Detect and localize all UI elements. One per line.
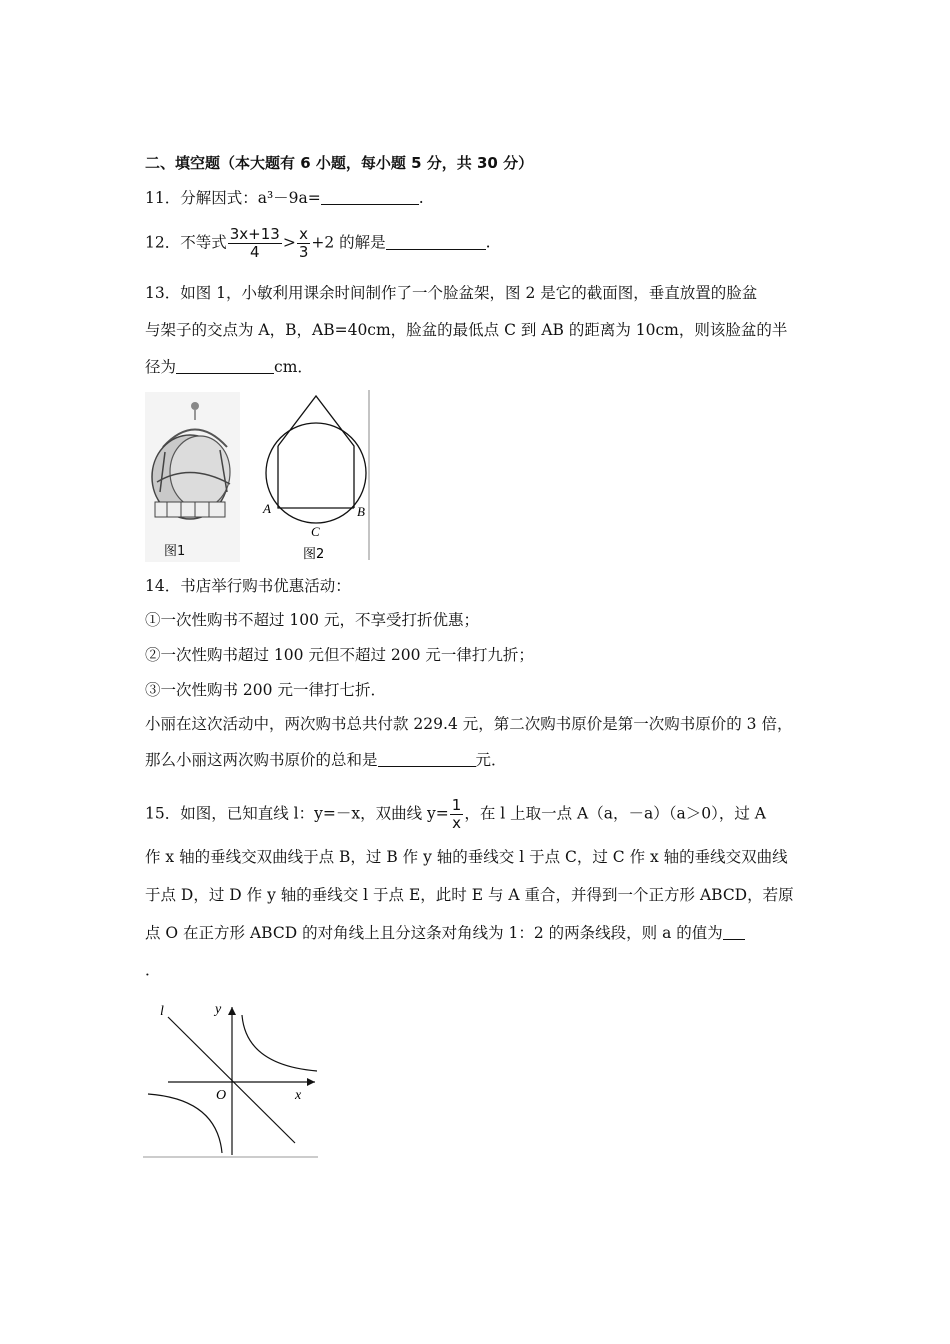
section-title: 二、填空题（本大题有 6 小题，每小题 5 分，共 30 分） (145, 154, 534, 172)
q12-prefix: 12．不等式 (145, 233, 227, 252)
q13-figure2-diagram (255, 390, 375, 565)
q15-line1-prefix: 15．如图，已知直线 l：y=－x，双曲线 y= (145, 804, 449, 823)
q14-item2: ②一次性购书超过 100 元但不超过 200 元一律打九折； (145, 646, 534, 664)
q14-answer-blank[interactable] (378, 752, 476, 767)
question-12 (145, 226, 491, 261)
q11-text: 11．分解因式：a³－9a= (145, 189, 321, 207)
q13-label-B: B (357, 504, 365, 519)
q15-frac-numerator: 1 (451, 796, 462, 814)
q15-label-y: y (215, 1002, 222, 1017)
q15-line1 (145, 797, 766, 832)
q12-answer-blank[interactable] (386, 235, 486, 250)
q14-line1: 14．书店举行购书优惠活动： (145, 577, 351, 595)
q14-item3: ③一次性购书 200 元一律打七折． (145, 681, 386, 699)
q13-figure1-photo (145, 392, 240, 562)
q14-line6-prefix: 那么小丽这两次购书原价的总和是 (145, 751, 378, 769)
q15-frac-denominator: x (452, 814, 461, 832)
q13-label-C: C (311, 524, 320, 539)
q15-label-x: x (295, 1088, 302, 1103)
q11-end: . (418, 189, 424, 207)
q12-fraction-right (297, 226, 311, 261)
q15-line3: 于点 D，过 D 作 y 轴的垂线交 l 于点 E，此时 E 与 A 重合，并得到一个正方形 ABCD，若原 (145, 886, 794, 904)
q13-line3 (145, 357, 313, 377)
q14-line6 (145, 750, 507, 770)
q12-frac2-denominator: 3 (298, 243, 309, 261)
q15-graph (143, 995, 323, 1160)
q15-line4 (145, 923, 745, 943)
q15-fraction (450, 797, 464, 832)
q14-line5: 小丽在这次活动中，两次购书总共付款 229.4 元，第二次购书原价是第一次购书原价的 3 倍， (145, 715, 793, 733)
q13-figure1-caption: 图1 (164, 540, 185, 559)
q14-item1: ①一次性购书不超过 100 元，不享受打折优惠； (145, 611, 479, 629)
q12-frac2-numerator: x (299, 225, 309, 243)
q13-line1: 13．如图 1，小敏利用课余时间制作了一个脸盆架，图 2 是它的截面图，垂直放置的脸盆 (145, 284, 758, 302)
q12-frac1-denominator: 4 (250, 243, 260, 261)
q13-line2: 与架子的交点为 A，B，AB=40cm，脸盆的最低点 C 到 AB 的距离为 10cm，则该脸盆的半 (145, 321, 788, 339)
question-11 (145, 188, 424, 208)
q15-line5: ． (145, 961, 161, 979)
q14-line6-suffix: 元． (475, 751, 507, 769)
q15-label-l: l (160, 1004, 164, 1019)
q12-end: . (485, 233, 491, 252)
q12-gt: > (282, 233, 296, 252)
q13-line3-prefix: 径为 (145, 358, 177, 376)
q15-line1-suffix: ，在 l 上取一点 A（a，－a）（a＞0），过 A (464, 804, 766, 823)
q13-figure2-caption: 图2 (303, 547, 325, 562)
q13-label-A: A (263, 501, 271, 516)
q15-line2: 作 x 轴的垂线交双曲线于点 B，过 B 作 y 轴的垂线交 l 于点 C，过 C 作 x 轴的垂线交双曲线 (145, 848, 788, 866)
q11-answer-blank[interactable] (321, 190, 419, 205)
q12-suffix: +2 的解是 (311, 233, 386, 252)
q12-frac1-numerator: 3x+13 (229, 225, 280, 243)
q12-fraction-left (228, 226, 282, 261)
q13-answer-blank[interactable] (176, 359, 274, 374)
q15-label-O: O (216, 1088, 227, 1103)
q15-answer-blank[interactable] (723, 925, 745, 940)
q13-line3-suffix: cm． (274, 358, 313, 376)
q15-line4-text: 点 O 在正方形 ABCD 的对角线上且分这条对角线为 1：2 的两条线段，则 a 的值为 (145, 924, 723, 942)
